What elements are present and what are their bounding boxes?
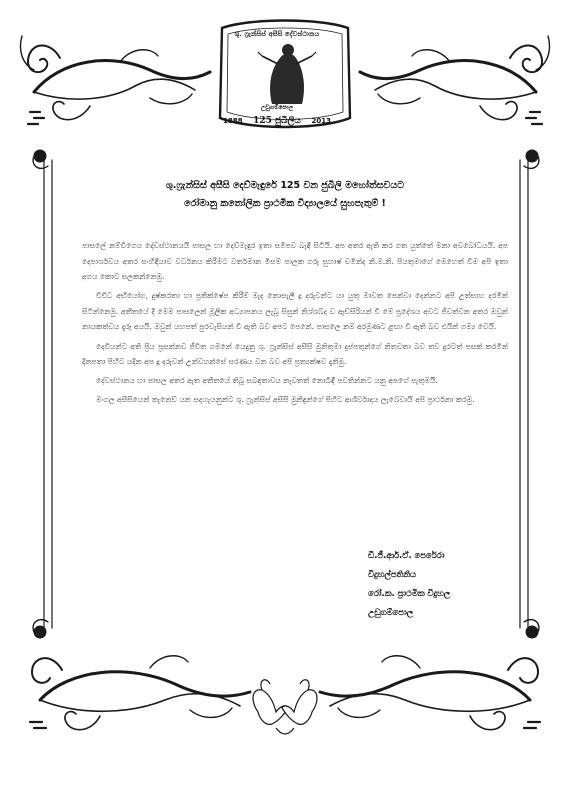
paragraph-5: මංගල අසීසියෙන් තැනෙව් යන සදහැයනුන්ට ශු. ෆ්‍රැන්සිස් අසීසි මුනිඳුන්ගේ පිහිට ආශිර්වාදය ලැබේවායි අපි ප්‍රාර්ථනා කරමු. (96, 395, 475, 405)
left-scroll (33, 150, 52, 638)
paragraph-4: දේවස්ථානය හා පාසල අතර ඇත අතීතයේ තිබූ සබඳතාවය නැවතත් නොබිඳී පවතින්නට යනු අපගේ පැතුමයි. (96, 376, 438, 386)
heading-line-2: රෝමානු කතෝලික ප්‍රාථමික විද්‍යාලයේ සුභපැතුම් ! (184, 198, 386, 209)
paragraph-3: දෙවියන්ට අති ප්‍රිය ප්‍රසන්නව ජීවිත ගමනේ යෙදුනු ශු. ෆ්‍රැන්සිස් අසීසි මුනිතුමා දුප්පතුන්ගේ නිතවතා බව තව දුරටත් පසක් කරමින් දිනපතා පිහිට යදින අප දූ දරුවන් උන්වහන්සේ සරණය වන බව අපි ප්‍රත්‍යක්ෂව දැනිමු. (82, 341, 508, 367)
emblem-year-start: 1888 (223, 116, 243, 125)
signatory-school: රෝ.ක. ප්‍රාථමික විදුහල (368, 588, 451, 598)
top-right-flourish (360, 36, 550, 124)
emblem-place: උඩුගම්පොල (260, 104, 294, 111)
top-left-flourish (21, 36, 211, 124)
emblem-band (223, 114, 331, 127)
doves-icon (253, 680, 317, 734)
emblem-arc-text: ශු. ෆ්‍රැන්සිස් අසීසි දේවස්ථානය (234, 30, 320, 38)
letter-body (82, 238, 508, 411)
bottom-right-flourish (320, 656, 540, 730)
paragraph-1: පාසලේ නම්විගෙය දේවස්ථානයයි පාසල හා දෙව්මැඳුර ඉතා සමීපව බැඳී සිටියි. අප අතර ඇති කර ගත යුත්තේ මනා අවබෝධයයි. අප දෙපාර්ශවය අතර සංහිඳියාව වර්ධනය කිරීමට වර්තමාන මිසම් පාලක ගරු සුහාෂ් චමින්ද නි.ම.නි. පියතුමාගේ මෙහෙත් වීම අපි ඉතා අගය කොට සලකන්නෙමු. (82, 241, 508, 282)
bottom-left-flourish (30, 656, 250, 730)
right-scroll (520, 150, 539, 638)
heading-line-1: ශු.ෆ්‍රැන්සිස් අසීසි දෙව්මැඳුරේ 125 වන ජුබිලි මහෝත්සවයට (165, 180, 405, 191)
signatory-role: විදුහල්පතිනිය (368, 569, 417, 579)
signatory-place: උඩුගම්පොල (368, 607, 414, 617)
emblem-year-end: 2013 (311, 116, 331, 125)
emblem-anniversary: 125 ජුබිලිය (253, 115, 301, 126)
paragraph-2: විවිධ අභියෝග, දුෂ්කරතා හා ප්‍රතික්ෂේප කිරීම් මැද නොසැලී දූ දරුවන්ට යා යුතු මාවත පෙන්වා දෙන්නට අපි උත්සාහ දරමින් සිටින්නෙමු. අතීතයේ දී මෙම පාසලෙන් මූලික අධ්‍යාපනය ලැබූ සිසුන් නිශ්ශබ්ද ව ඇඩ්සිරියන් වී මේ ප්‍රදේශය අවට ජීවත්වන අතර ඔවුන් නායකත්වය දැරූ අයයි. ඔවුන් යහපත් පුරවැසියන් වී ඇති බව අපට පෙනේ. පාසලෙ නම අරමුණට ළඟා වී ඇති බව එයින් ගම්‍ය වෙයි. (82, 291, 508, 332)
signature-block (368, 546, 518, 622)
signatory-name: ඩී.ජී.ආර්.ඒ. පෙරේරා (368, 550, 445, 560)
jubilee-emblem (211, 24, 343, 134)
